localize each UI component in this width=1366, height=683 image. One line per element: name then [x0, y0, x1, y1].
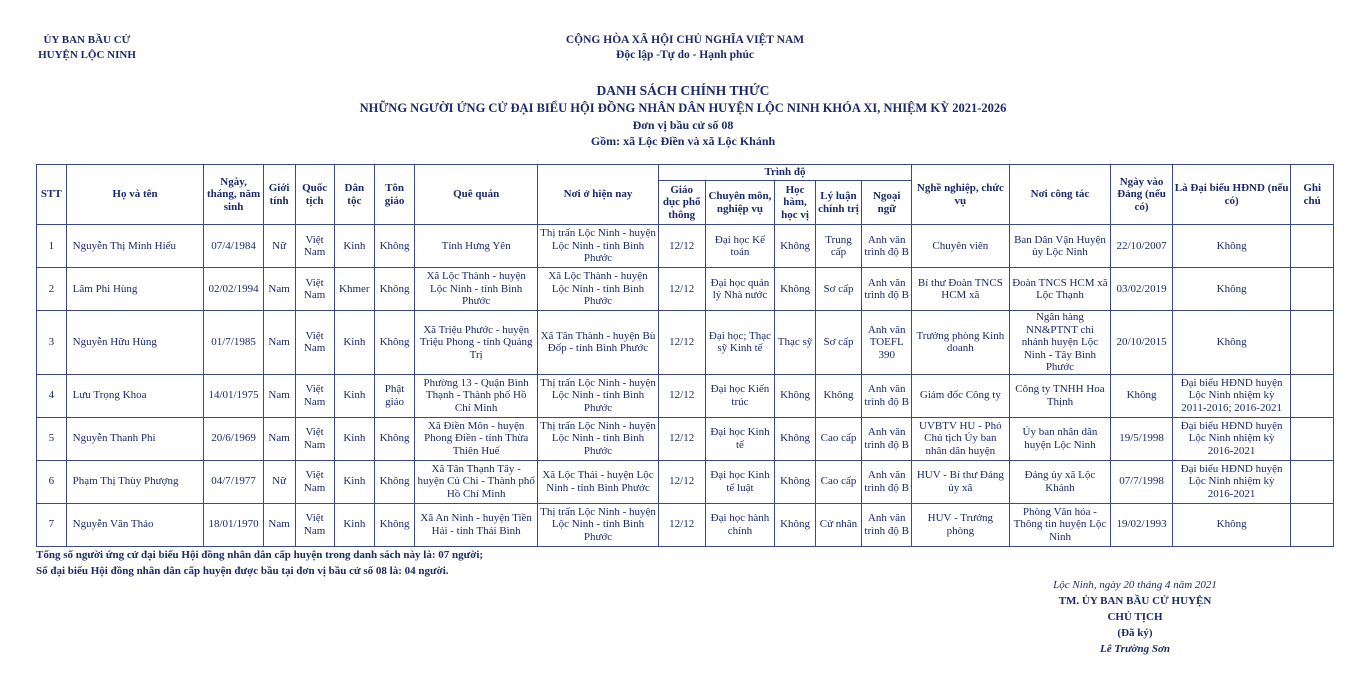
cell-language: Anh văn trình độ B — [862, 503, 912, 546]
cell-residence: Xã Lộc Thành - huyện Lộc Ninh - tỉnh Bình Phước — [538, 268, 659, 311]
cell-general-edu: 12/12 — [658, 374, 705, 417]
cell-academic: Không — [775, 225, 815, 268]
cell-language: Anh văn trình độ B — [862, 374, 912, 417]
cell-name: Nguyễn Văn Thảo — [66, 503, 204, 546]
cell-nationality: Việt Nam — [295, 268, 334, 311]
col-header-workplace: Nơi công tác — [1009, 165, 1111, 225]
cell-occupation: Trưởng phòng Kinh doanh — [912, 311, 1009, 375]
cell-gender: Nam — [263, 417, 295, 460]
committee-line-2: HUYỆN LỘC NINH — [38, 49, 136, 61]
cell-workplace: Ban Dân Vận Huyện ủy Lộc Ninh — [1009, 225, 1111, 268]
motto: Độc lập -Tự do - Hạnh phúc — [616, 49, 754, 61]
cell-delegate: Đại biểu HĐND huyện Lộc Ninh nhiệm kỳ 2016-2021 — [1172, 460, 1291, 503]
cell-academic: Thạc sỹ — [775, 311, 815, 375]
cell-stt: 7 — [37, 503, 67, 546]
cell-note — [1291, 374, 1334, 417]
cell-hometown: Xã Điền Môn - huyện Phong Điền - tỉnh Thừa Thiên Huế — [415, 417, 538, 460]
cell-language: Anh văn trình độ B — [862, 417, 912, 460]
electoral-unit-communes: Gồm: xã Lộc Điền và xã Lộc Khánh — [590, 134, 776, 148]
col-header-occupation: Nghề nghiệp, chức vụ — [912, 165, 1009, 225]
cell-note — [1291, 460, 1334, 503]
cell-party-date: 19/5/1998 — [1111, 417, 1172, 460]
cell-academic: Không — [775, 417, 815, 460]
cell-residence: Xã Tân Thành - huyện Bù Đốp - tỉnh Bình Phước — [538, 311, 659, 375]
cell-party-date: 22/10/2007 — [1111, 225, 1172, 268]
cell-note — [1291, 268, 1334, 311]
cell-name: Lưu Trọng Khoa — [66, 374, 204, 417]
cell-religion: Phật giáo — [374, 374, 414, 417]
signing-organization: TM. ỦY BAN BẦU CỬ HUYỆN — [1058, 595, 1212, 607]
signer-name: Lê Trường Sơn — [1100, 643, 1170, 655]
cell-workplace: Đoàn TNCS HCM xã Lộc Thạnh — [1009, 268, 1111, 311]
cell-nationality: Việt Nam — [295, 417, 334, 460]
cell-delegate: Không — [1172, 311, 1291, 375]
cell-note — [1291, 417, 1334, 460]
country-name: CỘNG HÒA XÃ HỘI CHỦ NGHĨA VIỆT NAM — [565, 34, 805, 46]
col-header-general-edu: Giáo dục phổ thông — [658, 181, 705, 225]
cell-gender: Nam — [263, 374, 295, 417]
col-header-gender: Giới tính — [263, 165, 295, 225]
col-header-residence: Nơi ở hiện nay — [538, 165, 659, 225]
cell-dob: 14/01/1975 — [204, 374, 263, 417]
cell-general-edu: 12/12 — [658, 460, 705, 503]
cell-religion: Không — [374, 225, 414, 268]
cell-residence: Thị trấn Lộc Ninh - huyện Lộc Ninh - tỉnh Bình Phước — [538, 374, 659, 417]
cell-dob: 07/4/1984 — [204, 225, 263, 268]
cell-delegate: Đại biểu HĐND huyện Lộc Ninh nhiệm kỳ 2011-2016; 2016-2021 — [1172, 374, 1291, 417]
col-header-religion: Tôn giáo — [374, 165, 414, 225]
cell-specialty: Đại học Kinh tế — [705, 417, 775, 460]
col-header-academic: Học hàm, học vị — [775, 181, 815, 225]
signature-block — [1030, 577, 1240, 657]
cell-ethnicity: Kinh — [334, 374, 374, 417]
col-header-hometown: Quê quán — [415, 165, 538, 225]
cell-specialty: Đại học quản lý Nhà nước — [705, 268, 775, 311]
cell-general-edu: 12/12 — [658, 503, 705, 546]
cell-gender: Nam — [263, 503, 295, 546]
national-motto-header — [530, 33, 840, 63]
cell-party-date: 07/7/1998 — [1111, 460, 1172, 503]
cell-general-edu: 12/12 — [658, 311, 705, 375]
cell-hometown: Xã Tân Thạnh Tây - huyện Củ Chi - Thành phố Hồ Chí Minh — [415, 460, 538, 503]
cell-academic: Không — [775, 503, 815, 546]
cell-specialty: Đại học Kiến trúc — [705, 374, 775, 417]
cell-delegate: Đại biểu HĐND huyện Lộc Ninh nhiệm kỳ 2016-2021 — [1172, 417, 1291, 460]
table-row — [37, 417, 1334, 460]
cell-note — [1291, 311, 1334, 375]
col-header-stt: STT — [37, 165, 67, 225]
cell-political: Sơ cấp — [815, 268, 862, 311]
cell-party-date: 20/10/2015 — [1111, 311, 1172, 375]
cell-name: Nguyễn Thanh Phi — [66, 417, 204, 460]
col-header-name: Họ và tên — [66, 165, 204, 225]
cell-political: Cao cấp — [815, 417, 862, 460]
col-header-dob: Ngày, tháng, năm sinh — [204, 165, 263, 225]
cell-political: Cử nhân — [815, 503, 862, 546]
cell-ethnicity: Kinh — [334, 311, 374, 375]
cell-gender: Nữ — [263, 225, 295, 268]
cell-academic: Không — [775, 268, 815, 311]
cell-ethnicity: Kinh — [334, 503, 374, 546]
candidate-table — [36, 164, 1334, 547]
cell-dob: 18/01/1970 — [204, 503, 263, 546]
cell-party-date: Không — [1111, 374, 1172, 417]
cell-party-date: 03/02/2019 — [1111, 268, 1172, 311]
cell-occupation: Chuyên viên — [912, 225, 1009, 268]
cell-ethnicity: Kinh — [334, 460, 374, 503]
cell-religion: Không — [374, 417, 414, 460]
cell-specialty: Đại học Kế toán — [705, 225, 775, 268]
cell-delegate: Không — [1172, 225, 1291, 268]
col-header-language: Ngoại ngữ — [862, 181, 912, 225]
cell-occupation: HUV - Bí thư Đảng ủy xã — [912, 460, 1009, 503]
cell-hometown: Xã An Ninh - huyện Tiền Hải - tỉnh Thái Bình — [415, 503, 538, 546]
cell-residence: Xã Lộc Thái - huyện Lộc Ninh - tỉnh Bình Phước — [538, 460, 659, 503]
cell-ethnicity: Khmer — [334, 268, 374, 311]
election-committee-header — [22, 33, 152, 63]
cell-specialty: Đại học Kinh tế luật — [705, 460, 775, 503]
cell-nationality: Việt Nam — [295, 503, 334, 546]
cell-residence: Thị trấn Lộc Ninh - huyện Lộc Ninh - tỉnh Bình Phước — [538, 503, 659, 546]
cell-nationality: Việt Nam — [295, 460, 334, 503]
cell-language: Anh văn trình độ B — [862, 460, 912, 503]
cell-gender: Nữ — [263, 460, 295, 503]
cell-general-edu: 12/12 — [658, 225, 705, 268]
col-header-party-date: Ngày vào Đảng (nếu có) — [1111, 165, 1172, 225]
cell-religion: Không — [374, 503, 414, 546]
cell-ethnicity: Kinh — [334, 225, 374, 268]
cell-specialty: Đại học hành chính — [705, 503, 775, 546]
col-header-delegate: Là Đại biểu HĐND (nếu có) — [1172, 165, 1291, 225]
table-row — [37, 503, 1334, 546]
signed-note: (Đã ký) — [1117, 627, 1153, 639]
cell-dob: 01/7/1985 — [204, 311, 263, 375]
cell-political: Cao cấp — [815, 460, 862, 503]
cell-religion: Không — [374, 311, 414, 375]
cell-occupation: HUV - Trưởng phòng — [912, 503, 1009, 546]
electoral-unit: Đơn vị bầu cử số 08 — [632, 118, 734, 132]
cell-workplace: Phòng Văn hóa - Thông tin huyện Lộc Ninh — [1009, 503, 1111, 546]
col-header-nationality: Quốc tịch — [295, 165, 334, 225]
cell-workplace: Đảng ủy xã Lộc Khánh — [1009, 460, 1111, 503]
cell-delegate: Không — [1172, 268, 1291, 311]
cell-workplace: Công ty TNHH Hoa Thịnh — [1009, 374, 1111, 417]
cell-residence: Thị trấn Lộc Ninh - huyện Lộc Ninh - tỉnh Bình Phước — [538, 417, 659, 460]
title-line-2: NHỮNG NGƯỜI ỨNG CỬ ĐẠI BIỂU HỘI ĐỒNG NHÂN DÂN HUYỆN LỘC NINH KHÓA XI, NHIỆM KỲ 2021-2026 — [359, 101, 1007, 115]
cell-general-edu: 12/12 — [658, 268, 705, 311]
col-header-education-group: Trình độ — [658, 165, 911, 181]
table-row — [37, 460, 1334, 503]
cell-note — [1291, 503, 1334, 546]
cell-nationality: Việt Nam — [295, 374, 334, 417]
cell-hometown: Xã Lộc Thành - huyện Lộc Ninh - tỉnh Bình Phước — [415, 268, 538, 311]
table-row — [37, 311, 1334, 375]
table-row — [37, 225, 1334, 268]
cell-hometown: Phường 13 - Quận Bình Thạnh - Thành phố Hồ Chí Minh — [415, 374, 538, 417]
table-row — [37, 374, 1334, 417]
cell-gender: Nam — [263, 311, 295, 375]
cell-political: Trung cấp — [815, 225, 862, 268]
col-header-specialty: Chuyên môn, nghiệp vụ — [705, 181, 775, 225]
cell-language: Anh văn TOEFL 390 — [862, 311, 912, 375]
place-date: Lộc Ninh, ngày 20 tháng 4 năm 2021 — [1053, 579, 1217, 591]
cell-dob: 02/02/1994 — [204, 268, 263, 311]
cell-language: Anh văn trình độ B — [862, 225, 912, 268]
summary-notes — [36, 547, 483, 579]
cell-specialty: Đại học; Thạc sỹ Kinh tế — [705, 311, 775, 375]
cell-occupation: UVBTV HU - Phó Chủ tịch Ủy ban nhân dân huyện — [912, 417, 1009, 460]
cell-general-edu: 12/12 — [658, 417, 705, 460]
cell-hometown: Xã Triệu Phước - huyện Triệu Phong - tỉnh Quảng Trị — [415, 311, 538, 375]
cell-occupation: Bí thư Đoàn TNCS HCM xã — [912, 268, 1009, 311]
cell-stt: 2 — [37, 268, 67, 311]
table-row — [37, 268, 1334, 311]
cell-note — [1291, 225, 1334, 268]
cell-stt: 5 — [37, 417, 67, 460]
cell-gender: Nam — [263, 268, 295, 311]
cell-residence: Thị trấn Lộc Ninh - huyện Lộc Ninh - tỉnh Bình Phước — [538, 225, 659, 268]
cell-workplace: Ngân hàng NN&PTNT chi nhánh huyện Lộc Ninh - Tây Bình Phước — [1009, 311, 1111, 375]
summary-total-candidates: Tổng số người ứng cử đại biểu Hội đồng nhân dân cấp huyện trong danh sách này là: 07 người; — [36, 549, 484, 561]
cell-academic: Không — [775, 460, 815, 503]
cell-stt: 1 — [37, 225, 67, 268]
col-header-ethnicity: Dân tộc — [334, 165, 374, 225]
col-header-political: Lý luận chính trị — [815, 181, 862, 225]
cell-hometown: Tỉnh Hưng Yên — [415, 225, 538, 268]
cell-dob: 04/7/1977 — [204, 460, 263, 503]
cell-stt: 6 — [37, 460, 67, 503]
cell-academic: Không — [775, 374, 815, 417]
document-title — [0, 82, 1366, 149]
cell-nationality: Việt Nam — [295, 225, 334, 268]
cell-religion: Không — [374, 460, 414, 503]
cell-nationality: Việt Nam — [295, 311, 334, 375]
cell-workplace: Ủy ban nhân dân huyện Lộc Ninh — [1009, 417, 1111, 460]
cell-name: Lâm Phi Hùng — [66, 268, 204, 311]
cell-ethnicity: Kinh — [334, 417, 374, 460]
cell-stt: 4 — [37, 374, 67, 417]
cell-party-date: 19/02/1993 — [1111, 503, 1172, 546]
cell-religion: Không — [374, 268, 414, 311]
cell-political: Không — [815, 374, 862, 417]
title-line-1: DANH SÁCH CHÍNH THỨC — [596, 83, 770, 98]
summary-seats: Số đại biểu Hội đồng nhân dân cấp huyện được bầu tại đơn vị bầu cử số 08 là: 04 người. — [36, 565, 449, 577]
cell-name: Nguyễn Thị Minh Hiếu — [66, 225, 204, 268]
cell-language: Anh văn trình độ B — [862, 268, 912, 311]
cell-name: Nguyễn Hữu Hùng — [66, 311, 204, 375]
cell-stt: 3 — [37, 311, 67, 375]
committee-line-1: ỦY BAN BẦU CỬ — [43, 34, 131, 46]
cell-dob: 20/6/1969 — [204, 417, 263, 460]
cell-occupation: Giám đốc Công ty — [912, 374, 1009, 417]
cell-delegate: Không — [1172, 503, 1291, 546]
cell-name: Phạm Thị Thùy Phượng — [66, 460, 204, 503]
cell-political: Sơ cấp — [815, 311, 862, 375]
col-header-note: Ghi chú — [1291, 165, 1334, 225]
signer-position: CHỦ TỊCH — [1107, 611, 1163, 623]
